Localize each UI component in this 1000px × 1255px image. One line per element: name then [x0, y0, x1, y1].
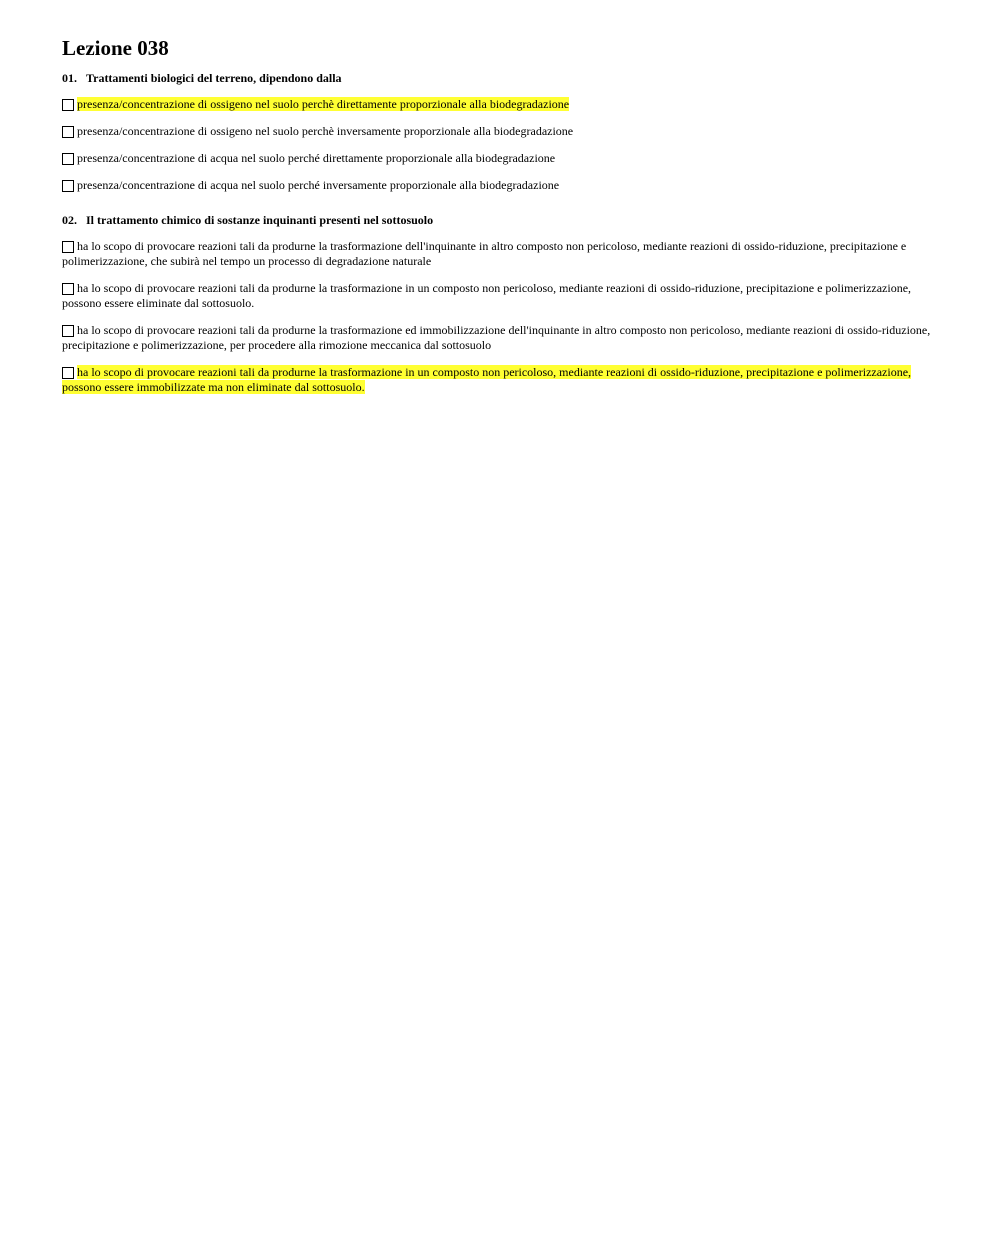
answer-option	[62, 97, 942, 112]
answer-checkbox[interactable]	[62, 99, 74, 111]
answer-checkbox[interactable]	[62, 283, 74, 295]
question-text: Trattamenti biologici del terreno, dipendono dalla	[86, 71, 342, 85]
question-number: 02.	[62, 213, 77, 227]
answer-option	[62, 239, 942, 269]
answer-checkbox[interactable]	[62, 325, 74, 337]
question-number: 01.	[62, 71, 77, 85]
answer-option	[62, 281, 942, 311]
question-02	[62, 213, 942, 395]
answer-checkbox[interactable]	[62, 180, 74, 192]
answer-option	[62, 365, 942, 395]
question-text: Il trattamento chimico di sostanze inquinanti presenti nel sottosuolo	[86, 213, 434, 227]
question-01	[62, 71, 942, 193]
answer-text: ha lo scopo di provocare reazioni tali da produrne la trasformazione in un composto non pericoloso, mediante reazioni di ossido-riduzione, precipitazione e polimerizzazione, possono essere eliminate dal sottosuolo.	[62, 281, 912, 310]
question-heading	[62, 71, 942, 85]
answer-text: presenza/concentrazione di acqua nel suolo perché inversamente proporzionale alla biodegradazione	[77, 178, 560, 192]
answer-checkbox[interactable]	[62, 367, 74, 379]
question-heading	[62, 213, 942, 227]
lesson-title: Lezione 038	[62, 36, 169, 60]
answer-text-highlighted: ha lo scopo di provocare reazioni tali da produrne la trasformazione in un composto non pericoloso, mediante reazioni di ossido-riduzione, precipitazione e polimerizzazione, possono essere immobilizzate ma non eliminate dal sottosuolo.	[62, 365, 912, 394]
answer-checkbox[interactable]	[62, 241, 74, 253]
answer-option	[62, 323, 942, 353]
answer-text: ha lo scopo di provocare reazioni tali da produrne la trasformazione ed immobilizzazione dell'inquinante in altro composto non pericoloso, mediante reazioni di ossido-riduzione, precipitazione e polimerizzazione, per procedere alla rimozione meccanica dal sottosuolo	[62, 323, 931, 352]
answer-checkbox[interactable]	[62, 126, 74, 138]
answer-text-highlighted: presenza/concentrazione di ossigeno nel suolo perchè direttamente proporzionale alla biodegradazione	[77, 97, 570, 111]
answer-option	[62, 178, 942, 193]
answer-option	[62, 124, 942, 139]
document-page	[62, 0, 942, 407]
answer-text: ha lo scopo di provocare reazioni tali da produrne la trasformazione dell'inquinante in altro composto non pericoloso, mediante reazioni di ossido-riduzione, precipitazione e polimerizzazione, che subirà nel tempo un processo di degradazione naturale	[62, 239, 907, 268]
answer-checkbox[interactable]	[62, 153, 74, 165]
answer-option	[62, 151, 942, 166]
answer-text: presenza/concentrazione di acqua nel suolo perché direttamente proporzionale alla biodegradazione	[77, 151, 556, 165]
answer-text: presenza/concentrazione di ossigeno nel suolo perchè inversamente proporzionale alla biodegradazione	[77, 124, 574, 138]
